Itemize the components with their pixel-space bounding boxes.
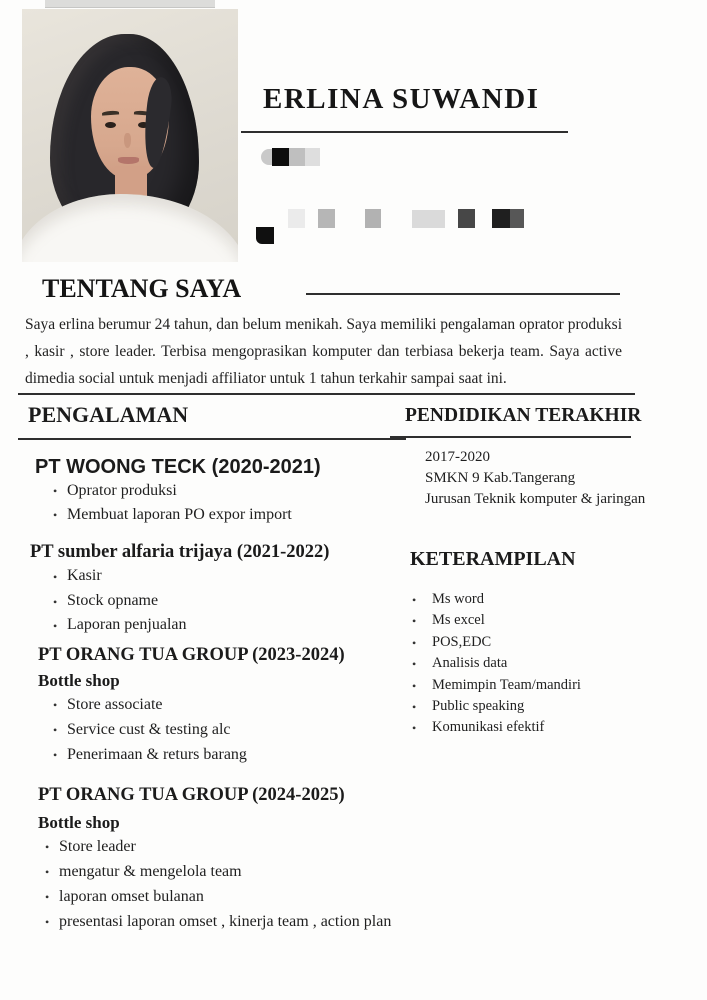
education-major: Jurusan Teknik komputer & jaringan	[425, 491, 646, 507]
redacted-text-block	[412, 210, 445, 228]
experience-column	[28, 455, 410, 934]
divider	[241, 131, 568, 133]
redacted-text-block	[492, 209, 510, 228]
skills-list	[412, 589, 581, 739]
redacted-text-block	[458, 209, 475, 228]
redacted-text-block	[272, 148, 289, 166]
divider	[390, 436, 631, 438]
portrait-nose	[124, 133, 131, 148]
job-bullet: • laporan omset bulanan	[45, 884, 410, 909]
skill-item: • Public speaking	[412, 696, 581, 717]
about-text: Saya erlina berumur 24 tahun, dan belum menikah. Saya memiliki pengalaman oprator produksi , kasir , store leader. Terbisa mengoprasikan komputer dan terbiasa bekerja team. Saya active dimedia social untuk menjadi affiliator untuk 1 tahun terkahir sampai saat ini.	[25, 316, 622, 387]
job-title: PT WOONG TECK (2020-2021)	[35, 456, 321, 478]
job-bullet: • Kasir	[53, 564, 410, 589]
profile-photo	[22, 9, 238, 262]
skill-item: • Analisis data	[412, 653, 581, 674]
job-title: PT ORANG TUA GROUP (2023-2024)	[38, 644, 345, 665]
job-bullet: • Stock opname	[53, 589, 410, 614]
job-bullet: • Laporan penjualan	[53, 613, 410, 638]
section-title-education: PENDIDIKAN TERAKHIR	[405, 405, 642, 426]
job-bullet-list	[28, 479, 410, 526]
divider	[18, 438, 406, 440]
education-years: 2017-2020	[425, 449, 490, 465]
job-bullet-list	[28, 564, 410, 638]
job-bullet: • Membuat laporan PO expor import	[53, 503, 410, 527]
scan-artifact-strip	[45, 0, 215, 8]
redacted-text-block	[305, 148, 320, 166]
skill-item: • Memimpin Team/mandiri	[412, 675, 581, 696]
redacted-text-block	[318, 209, 335, 228]
job-bullet: • Service cust & testing alc	[53, 717, 410, 742]
redacted-text-block	[365, 209, 381, 228]
job-bullet: • Store associate	[53, 692, 410, 717]
page-title: ERLINA SUWANDI	[263, 83, 540, 115]
redacted-text-block	[289, 148, 305, 166]
job-bullet: • Oprator produksi	[53, 479, 410, 503]
skill-item: • Ms excel	[412, 610, 581, 631]
section-title-experience: PENGALAMAN	[28, 402, 189, 427]
job-title: PT ORANG TUA GROUP (2024-2025)	[38, 784, 345, 805]
job-bullet-list	[28, 692, 410, 767]
education-block	[425, 447, 645, 510]
skill-item: • Ms word	[412, 589, 581, 610]
portrait-shirt	[22, 194, 238, 262]
redacted-text-block	[256, 227, 274, 244]
skill-item: • Komunikasi efektif	[412, 717, 581, 738]
job-bullet: • Store leader	[45, 834, 410, 859]
skill-item: • POS,EDC	[412, 632, 581, 653]
redacted-text-block	[510, 209, 524, 228]
portrait-mouth	[118, 157, 139, 164]
job-subtitle: Bottle shop	[38, 670, 120, 690]
job-title: PT sumber alfaria trijaya (2021-2022)	[30, 542, 330, 562]
education-school: SMKN 9 Kab.Tangerang	[425, 470, 576, 486]
job-subtitle: Bottle shop	[38, 812, 120, 832]
divider	[306, 293, 620, 295]
job-bullet-list	[28, 834, 410, 934]
job-bullet: • presentasi laporan omset , kinerja team , action plan	[45, 909, 410, 934]
section-title-skills: KETERAMPILAN	[410, 548, 576, 570]
section-title-about: TENTANG SAYA	[42, 274, 242, 303]
job-bullet: • mengatur & mengelola team	[45, 859, 410, 884]
job-bullet: • Penerimaan & returs barang	[53, 742, 410, 767]
redacted-text-block	[288, 209, 305, 228]
divider	[18, 393, 635, 395]
